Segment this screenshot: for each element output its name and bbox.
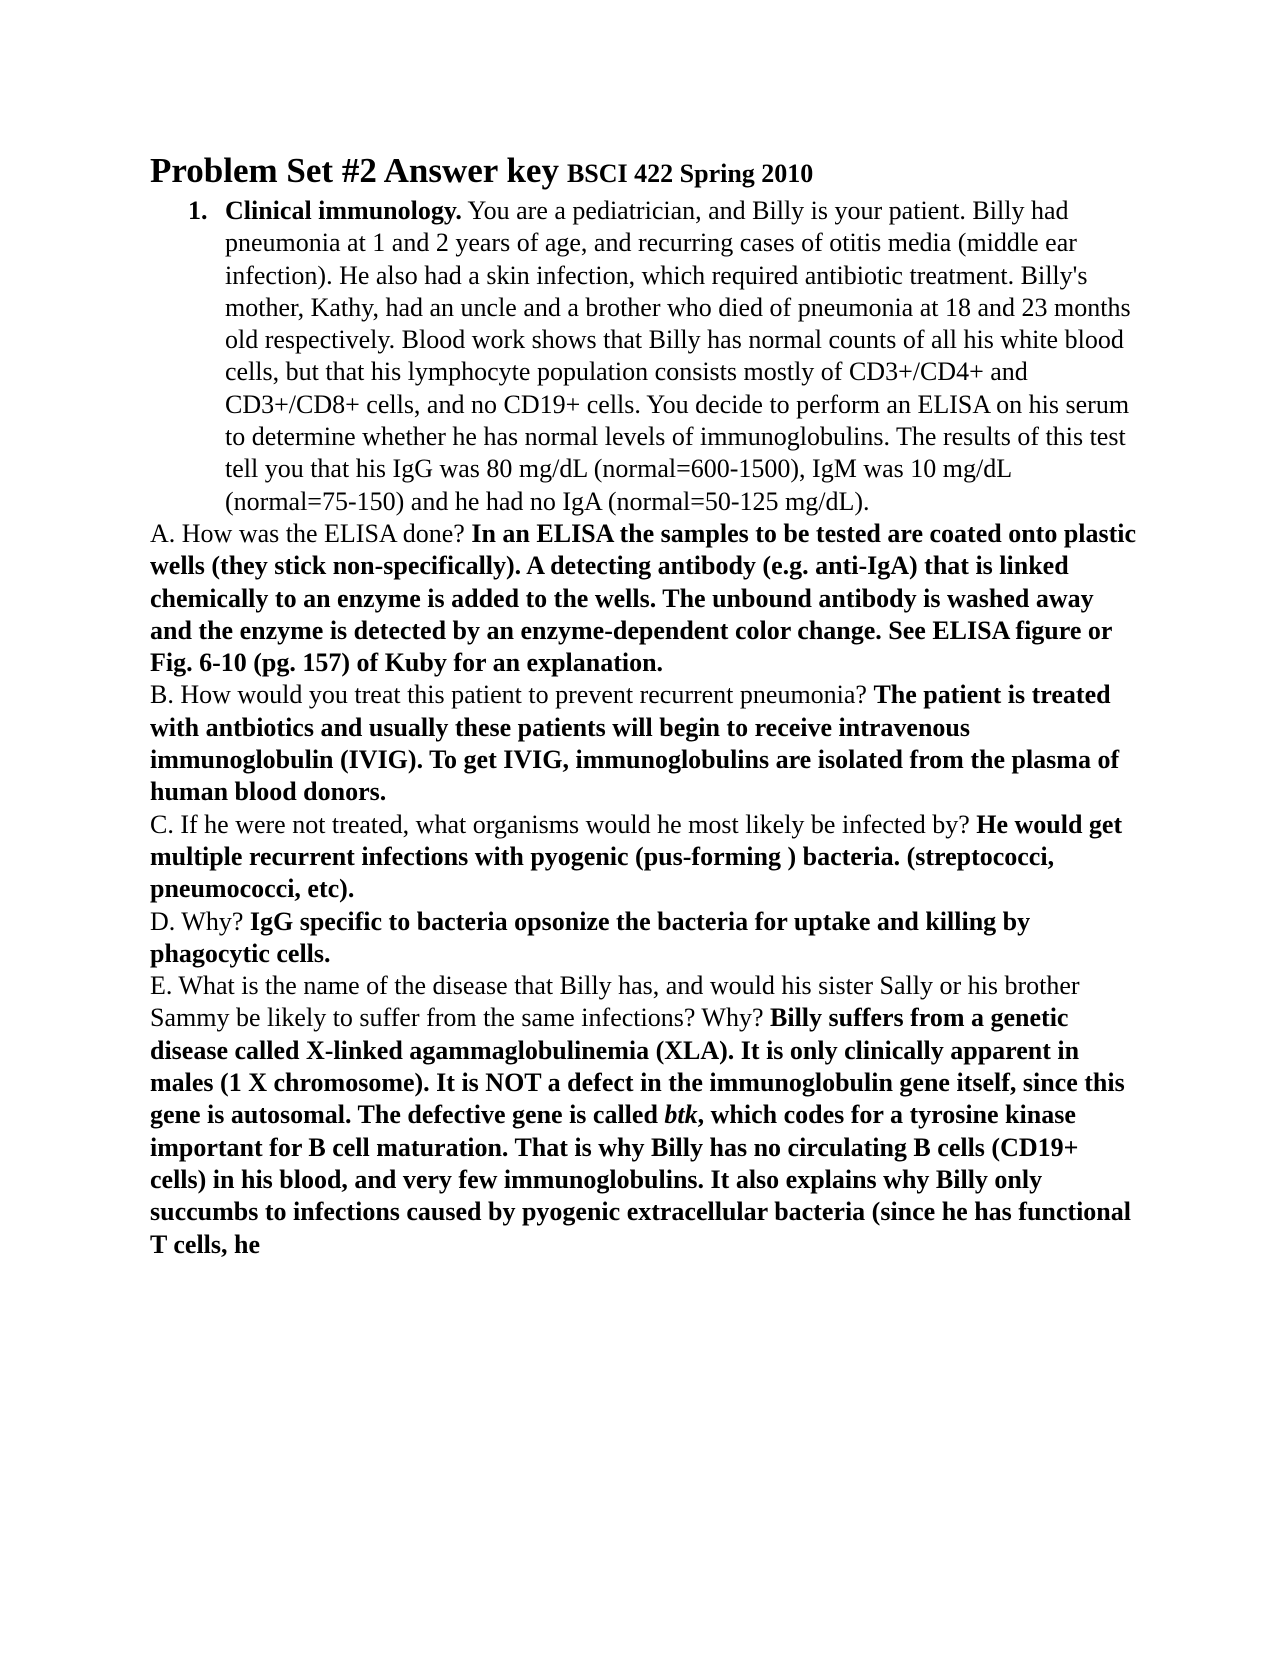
course-info: BSCI 422 Spring 2010 [566,159,814,188]
answer-section [150,518,1140,1261]
part-c-question: C. If he were not treated, what organisms would he most likely be infected by? [150,809,977,839]
question-1 [188,195,1140,518]
part-e-answer-2: , which codes for a tyrosine kinase important for B cell maturation. That is why Billy has no circulating B cells (CD19+ cells) in his blood, and very few immunoglobulins. It also explains why Billy only succumbs to infections caused by pyogenic extracellular bacteria (since he has functional T cells, he [150,1100,1131,1259]
title-main: Problem Set #2 Answer key [150,151,559,190]
part-c-answer: He would get multiple recurrent infections with pyogenic (pus-forming ) bacteria. (streptococci, pneumococci, etc). [150,809,1123,904]
part-a-answer: In an ELISA the samples to be tested are coated onto plastic wells (they stick non-specifically). A detecting antibody (e.g. anti-IgA) that is linked chemically to an enzyme is added to the wells. The unbound antibody is washed away and the enzyme is detected by an enzyme-dependent color change. See ELISA figure or Fig. 6-10 (pg. 157) of Kuby for an explanation. [150,518,1137,678]
page-title [150,150,1140,195]
part-e-question: E. What is the name of the disease that Billy has, and would his sister Sally or his brother Sammy be likely to suffer from the same infections? Why? [150,971,1080,1033]
part-d-answer: IgG specific to bacteria opsonize the bacteria for uptake and killing by phagocytic cells. [150,906,1031,968]
part-a [150,518,1140,679]
question-text: You are a pediatrician, and Billy is your patient. Billy had pneumonia at 1 and 2 years of age, and recurring cases of otitis media (middle ear infection). He also had a skin infection, which required antibiotic treatment. Billy's mother, Kathy, had an uncle and a brother who died of pneumonia at 18 and 23 months old respectively. Blood work shows that Billy has normal counts of all his white blood cells, but that his lymphocyte population consists mostly of CD3+/CD4+ and CD3+/CD8+ cells, and no CD19+ cells. You decide to perform an ELISA on his serum to determine whether he has normal levels of immunoglobulins. The results of this test tell you that his IgG was 80 mg/dL (normal=600-1500), IgM was 10 mg/dL (normal=75-150) and he had no IgA (normal=50-125 mg/dL). [225,196,1131,516]
part-b-question: B. How would you treat this patient to prevent recurrent pneumonia? [150,680,874,710]
part-d [150,906,1140,971]
question-heading: Clinical immunology. [225,196,462,225]
gene-name: btk [664,1100,698,1130]
question-number: 1. [188,196,208,225]
part-b [150,679,1140,808]
part-a-question: A. How was the ELISA done? [150,518,472,548]
document-page [150,150,1140,1261]
part-b-answer: The patient is treated with antbiotics and usually these patients will begin to receive intravenous immunoglobulin (IVIG). To get IVIG, immunoglobulins are isolated from the plasma of human blood donors. [150,680,1120,807]
part-c [150,809,1140,906]
part-e [150,970,1140,1261]
part-d-question: D. Why? [150,906,250,936]
part-e-answer-1: Billy suffers from a genetic disease called X-linked agammaglobulinemia (XLA). It is only clinically apparent in males (1 X chromosome). It is NOT a defect in the immunoglobulin gene itself, since this gene is autosomal. The defective gene is called [150,1003,1125,1130]
